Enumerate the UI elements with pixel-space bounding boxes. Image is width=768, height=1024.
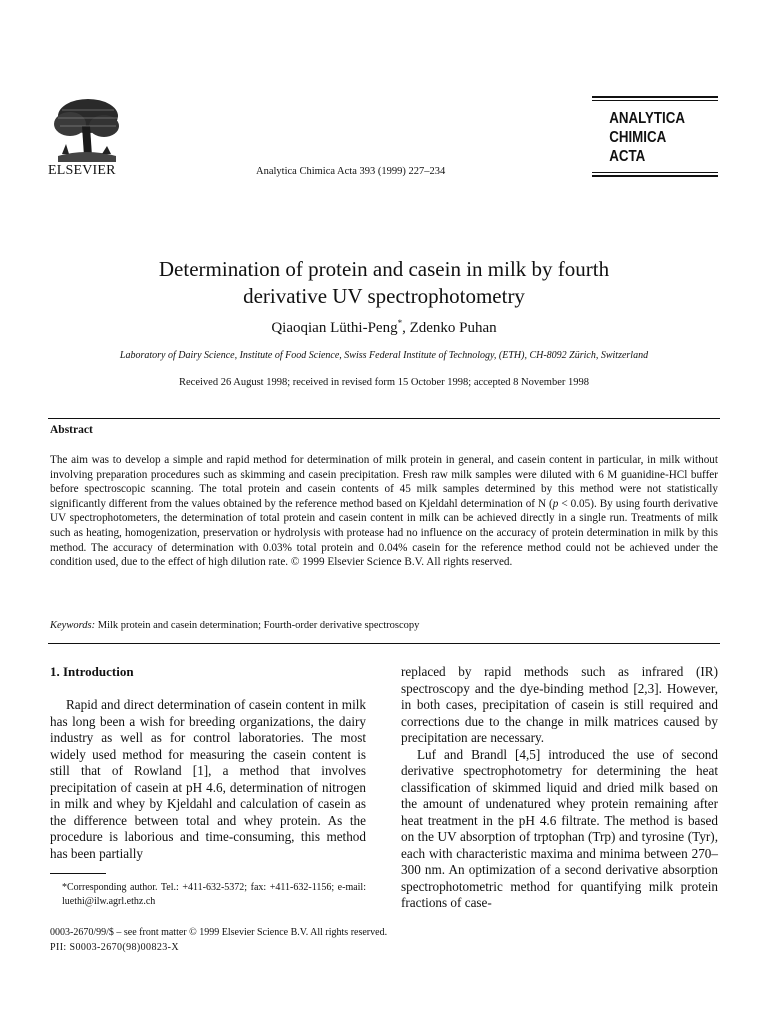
footnote-rule bbox=[50, 873, 106, 874]
footnote-text: *Corresponding author. Tel.: +411-632-5372; fax: +411-632-1156; e-mail: luethi@ilw.agrl.ethz.ch bbox=[62, 882, 366, 907]
intro-paragraph-2: Luf and Brandl [4,5] introduced the use of second derivative spectrophotometry for determining the heat classification of skimmed liquid and dried milk based on the amount of undenatured whey protein remaining after heat treatment in the pH 4.6 filtrate. The method is based on the UV absorption of trptophan (Trp) and tyrosine (Tyr), each with characteristic maxima and minima between 270–300 nm. An optimization of a second derivative absorption spectrophotometric method for quantifying milk protein fractions of case- bbox=[401, 746, 718, 910]
journal-top-rule bbox=[592, 96, 718, 98]
intro-paragraph-1-continued: replaced by rapid methods such as infrared (IR) spectroscopy and the dye-binding method [2,3]. However, in both cases, precipitation of casein is still required and corrections due to the change in milk matrices caused by precipitation are necessary. bbox=[401, 664, 718, 745]
corresponding-author-mark: * bbox=[397, 318, 403, 328]
journal-bottom-rule bbox=[592, 175, 718, 177]
article-title-line-1: Determination of protein and casein in milk by fourth bbox=[158, 257, 610, 281]
copyright-line: 0003-2670/99/$ – see front matter © 1999 Elsevier Science B.V. All rights reserved. bbox=[50, 927, 388, 938]
journal-name-line-1: ANALYTICA bbox=[609, 110, 686, 127]
article-title bbox=[0, 256, 768, 310]
abstract-bottom-rule bbox=[48, 643, 720, 644]
abstract-text bbox=[50, 453, 718, 570]
author-list bbox=[0, 320, 768, 337]
right-column bbox=[401, 664, 718, 912]
received-dates: Received 26 August 1998; received in revised form 15 October 1998; accepted 8 November 1998 bbox=[179, 377, 589, 388]
abstract-p-symbol: p bbox=[552, 497, 559, 510]
abstract-heading: Abstract bbox=[50, 424, 93, 436]
keywords-text: Milk protein and casein determination; Fourth-order derivative spectroscopy bbox=[97, 620, 420, 631]
pii-line: PII: S0003-2670(98)00823-X bbox=[50, 942, 180, 953]
left-column bbox=[50, 697, 366, 862]
journal-bottom-rule-thin bbox=[592, 172, 718, 173]
publisher-name: ELSEVIER bbox=[48, 163, 116, 178]
journal-title-block bbox=[592, 96, 718, 179]
keywords-line bbox=[50, 620, 419, 631]
abstract-text-part-2: < 0.05). By using fourth derivative UV spectrophotometers, the determination of total protein and casein content in milk can be achieved directly in a single run. Treatments of milk such as heating, homogenization, preservation or hydrolysis with protease had no influence on the accuracy of protein determination in milk by this method. The accuracy of determination with 0.03% total protein and 0.04% casein for the reference method could not be achieved under the condition used, due to the effect of high dilution rate. © 1999 Elsevier Science B.V. All rights reserved. bbox=[50, 497, 719, 569]
keywords-label: Keywords: bbox=[50, 620, 96, 631]
journal-top-rule-thin bbox=[592, 100, 718, 101]
author-2: , Zdenko Puhan bbox=[402, 320, 497, 336]
journal-name-line-3: ACTA bbox=[609, 148, 646, 165]
journal-citation: Analytica Chimica Acta 393 (1999) 227–234 bbox=[256, 166, 446, 177]
intro-paragraph-1: Rapid and direct determination of casein content in milk has long been a wish for breeding organizations, the dairy industry as well as for control laboratories. The most widely used method for measuring the casein content is still that of Rowland [1], a method that involves precipitation of casein at pH 4.6, determination of nitrogen in milk and whey by Kjeldahl and calculation of casein as the difference between total and whey protein. As the procedure is laborious and time-consuming, this method has been partially bbox=[50, 697, 366, 861]
abstract-text-part-1: The aim was to develop a simple and rapid method for determination of milk protein in general, and casein content in particular, in milk without involving preparation procedures such as skimming and casein precipitation. Fresh raw milk samples were diluted with 6 M guanidine-HCl buffer before spectroscopic scanning. The total protein and casein contents of 45 milk samples determined by this method were not statistically significantly different from the values obtained by the reference method based on Kjeldahl determination of N ( bbox=[50, 454, 718, 510]
abstract-top-rule bbox=[48, 418, 720, 419]
author-1: Qiaoqian Lüthi-Peng bbox=[271, 320, 398, 336]
elsevier-tree-logo bbox=[48, 96, 124, 166]
section-heading-introduction: 1. Introduction bbox=[50, 664, 134, 679]
article-title-line-2: derivative UV spectrophotometry bbox=[243, 284, 525, 308]
corresponding-author-footnote bbox=[50, 881, 366, 909]
journal-name bbox=[592, 103, 700, 172]
affiliation: Laboratory of Dairy Science, Institute of Food Science, Swiss Federal Institute of Technology, (ETH), CH-8092 Zürich, Switzerland bbox=[119, 350, 649, 361]
journal-name-line-2: CHIMICA bbox=[609, 129, 667, 146]
